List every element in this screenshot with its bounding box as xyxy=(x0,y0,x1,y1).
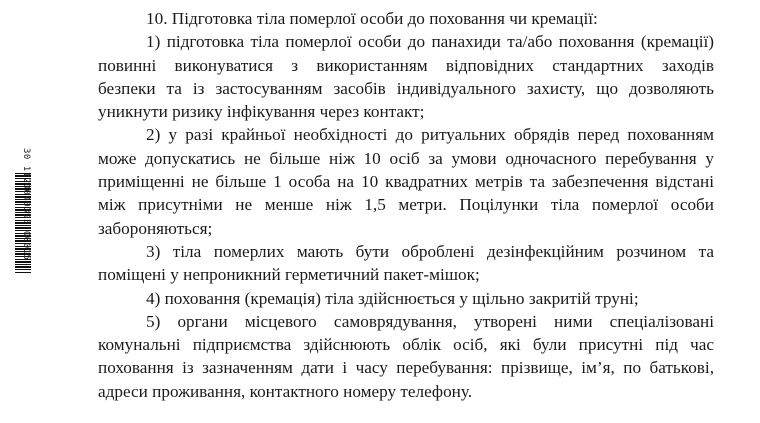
paragraph-3-line-2: поміщені у непроникний герметичний пакет-мішок; xyxy=(98,265,480,285)
side-barcode-stamp xyxy=(6,150,36,300)
paragraph-2-line-1: 2) у разі крайньої необхідності до ритуальних обрядів перед похованням xyxy=(146,125,714,145)
paragraph-2-line-3: приміщенні не більше 1 особа на 10 квадратних метрів та забезпечення відстані xyxy=(98,172,714,192)
paragraph-2-line-2: може допускатись не більше ніж 10 осіб за умови одночасного перебування у xyxy=(98,148,714,168)
paragraph-1-line-2: повинні виконуватися з використанням відповідних стандартних заходів xyxy=(98,55,714,75)
paragraph-1-line-3: безпеки та із застосуванням засобів індивідуального захисту, що дозволяють xyxy=(98,78,714,98)
section-heading: 10. Підготовка тіла померлої особи до поховання чи кремації: xyxy=(146,9,598,28)
paragraph-5-line-1: 5) органи місцевого самоврядування, утворені ними спеціалізовані xyxy=(146,311,714,331)
paragraph-5-line-3: поховання із зазначенням дати і часу перебування: прізвище, ім’я, по батькові, xyxy=(98,358,714,378)
paragraph-2-line-5: забороняються; xyxy=(98,218,213,238)
paragraph-1-line-4: уникнути ризику інфікування через контакт; xyxy=(98,102,425,122)
paragraph-4-line-1: 4) поховання (кремація) тіла здійснюється у щільно закритій труні; xyxy=(146,288,639,308)
document-registration-number: 30 1120040393 00015 xyxy=(21,148,31,261)
paragraph-5-line-2: комунальні підприємства здійснюють облік осіб, які були присутні під час xyxy=(98,335,714,355)
paragraph-3-line-1: 3) тіла померлих мають бути оброблені дезінфекційним розчином та xyxy=(146,241,714,261)
paragraph-5-line-4: адреси проживання, контактного номеру телефону. xyxy=(98,381,473,401)
paragraph-2-line-4: між присутніми не менше ніж 1,5 метри. Поцілунки тіла померлої особи xyxy=(98,195,714,215)
paragraph-1-line-1: 1) підготовка тіла померлої особи до панахиди та/або поховання (кремації) xyxy=(146,32,714,52)
document-body xyxy=(98,7,714,403)
